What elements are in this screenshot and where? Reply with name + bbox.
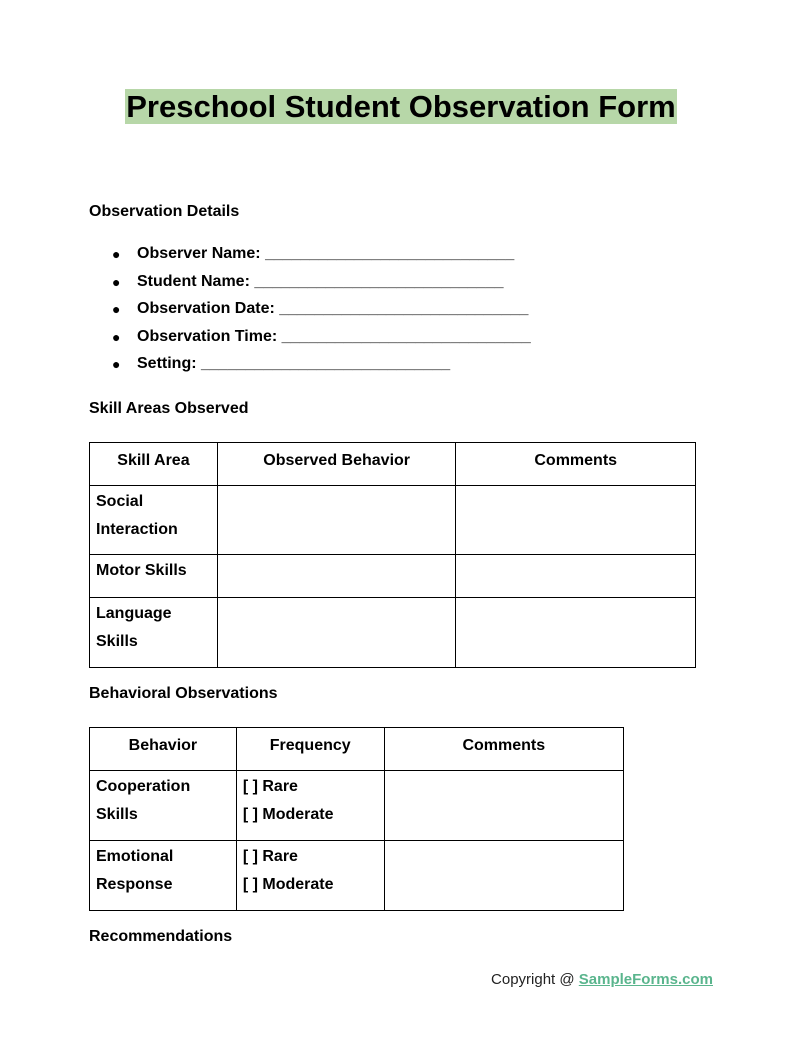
skill-cell: [90, 598, 218, 668]
comments-cell[interactable]: [384, 841, 623, 911]
table-row: [90, 598, 696, 668]
frequency-moderate-checkbox[interactable]: [ ] Moderate: [242, 876, 334, 893]
observation-details-list: [89, 243, 531, 381]
brand-link[interactable]: SampleForms.com: [578, 971, 713, 988]
bullet-icon: ●: [112, 301, 121, 317]
behavior-text: Response: [96, 876, 173, 893]
frequency-rare-checkbox[interactable]: [ ] Rare: [242, 778, 298, 795]
recommendations-heading: Recommendations: [89, 928, 233, 945]
detail-setting: [89, 353, 531, 381]
behavior-text: Skills: [96, 806, 138, 823]
table-row: [90, 771, 624, 841]
detail-text: Observation Date: ____________________________: [137, 300, 529, 317]
frequency-cell: [236, 771, 384, 841]
behavior-text: Emotional: [96, 848, 174, 865]
comments-cell[interactable]: [456, 598, 696, 668]
header-skill-area: Skill Area: [90, 443, 218, 486]
bullet-icon: ●: [112, 273, 121, 290]
skill-text: Social: [96, 493, 144, 510]
title-container: [0, 89, 802, 124]
comments-cell[interactable]: [384, 771, 623, 841]
table-row: [90, 841, 624, 911]
detail-text: Observation Time: ____________________________: [137, 327, 531, 345]
table-header-row: [90, 443, 696, 486]
frequency-cell: [236, 841, 384, 911]
header-behavior: Behavior: [90, 728, 237, 771]
bullet-icon: ●: [112, 246, 121, 262]
skill-text: Skills: [96, 633, 138, 650]
comments-cell[interactable]: [456, 555, 696, 598]
page-title: Preschool Student Observation Form: [126, 89, 676, 124]
table-row: [90, 486, 696, 555]
detail-text: Student Name: ____________________________: [137, 272, 504, 290]
detail-text: Setting: ____________________________: [137, 355, 451, 372]
copyright-footer: [491, 970, 713, 990]
header-frequency: Frequency: [236, 728, 384, 771]
observed-behavior-cell[interactable]: [217, 486, 456, 555]
skill-text: Motor Skills: [96, 562, 187, 579]
header-observed-behavior: Observed Behavior: [217, 443, 456, 486]
observed-behavior-cell[interactable]: [217, 598, 456, 668]
behavioral-observations-table: [89, 727, 624, 911]
behavior-cell: [90, 841, 237, 911]
frequency-moderate-checkbox[interactable]: [ ] Moderate: [242, 806, 334, 823]
table-row: [90, 555, 696, 598]
skill-text: Language: [96, 605, 172, 622]
table-header-row: [90, 728, 624, 771]
detail-observation-time: [89, 326, 531, 354]
copyright-text: Copyright @: [491, 971, 579, 988]
header-comments: Comments: [456, 443, 696, 486]
skill-cell: [90, 555, 218, 598]
detail-text: Observer Name: ____________________________: [137, 245, 515, 262]
frequency-rare-checkbox[interactable]: [ ] Rare: [242, 848, 298, 865]
bullet-icon: ●: [112, 328, 121, 345]
detail-student-name: [89, 271, 531, 299]
bullet-icon: ●: [112, 356, 121, 372]
skill-text: Interaction: [96, 521, 178, 538]
skill-areas-heading: Skill Areas Observed: [89, 400, 249, 417]
behavior-text: Cooperation: [96, 778, 191, 795]
header-comments: Comments: [384, 728, 623, 771]
detail-observation-date: [89, 298, 531, 326]
behavioral-observations-heading: Behavioral Observations: [89, 685, 278, 702]
behavior-cell: [90, 771, 237, 841]
observed-behavior-cell[interactable]: [217, 555, 456, 598]
observation-details-heading: Observation Details: [89, 203, 240, 220]
skill-areas-table: [89, 442, 696, 668]
skill-cell: [90, 486, 218, 555]
comments-cell[interactable]: [456, 486, 696, 555]
detail-observer-name: [89, 243, 531, 271]
